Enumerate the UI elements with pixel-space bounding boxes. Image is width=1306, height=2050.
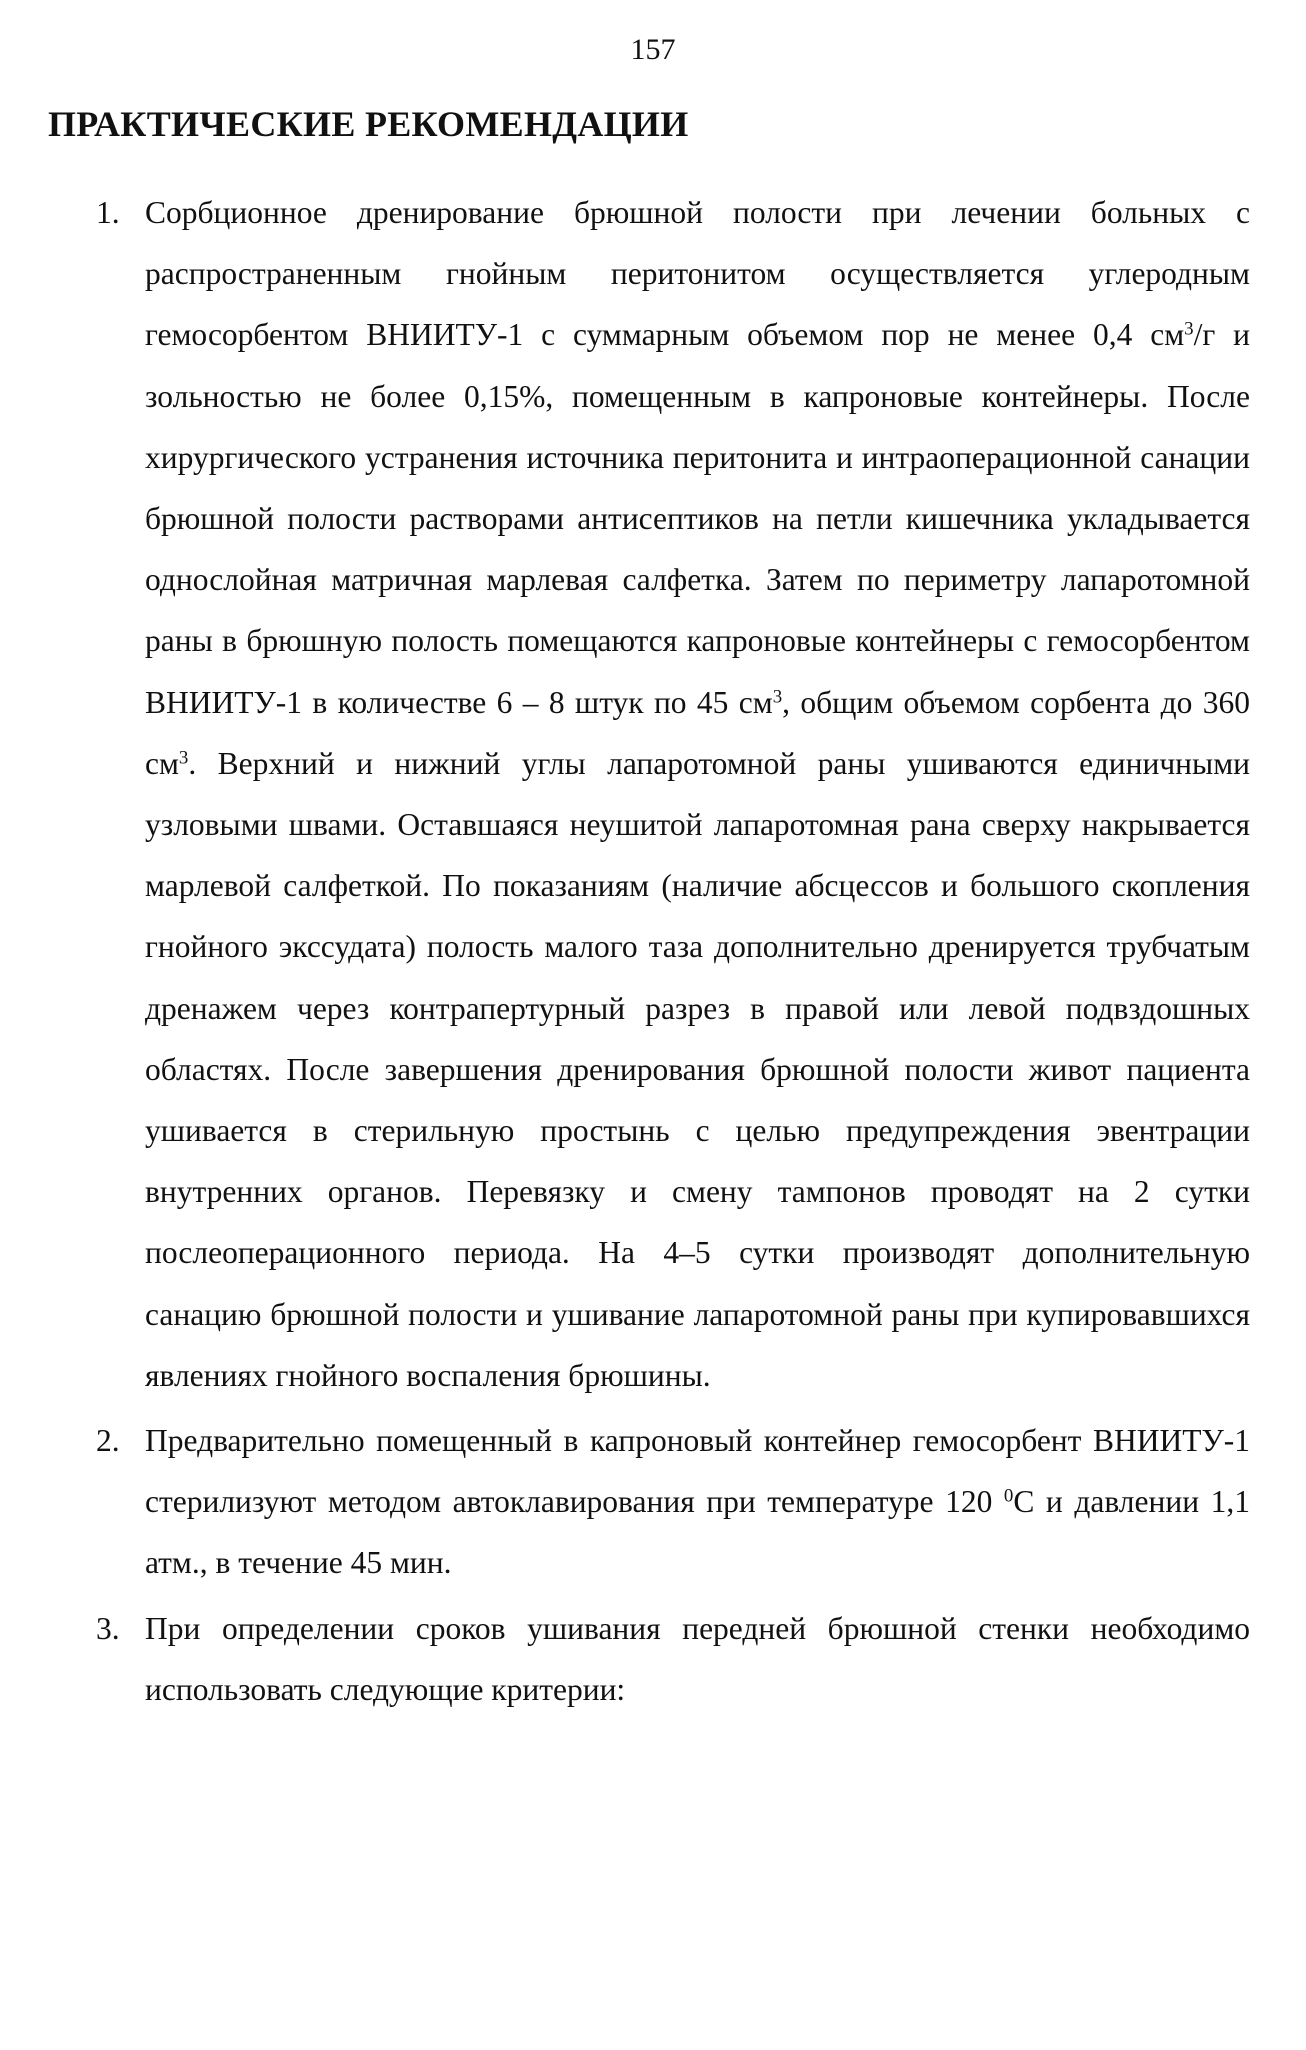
list-item-text: . Верхний и нижний углы лапаротомной раны ушиваются единичными узловыми швами. Оставшаяся неушитой лапаротомная рана сверху накрывается марлевой салфеткой. По показаниям (наличие абсцессов и большого скопления гнойного экссудата) полость малого таза дополнительно дренируется трубчатым дренажем через контрапертурный разрез в правой или левой подвздошных областях. После завершения дренирования брюшной полости живот пациента ушивается в стерильную простынь с целью предупреждения эвентрации внутренних органов. Перевязку и смену тампонов проводят на 2 сутки послеоперационного периода. На 4–5 сутки производят дополнительную санацию брюшной полости и ушивание лапаротомной раны при купировавшихся явлениях гнойного воспаления брюшины. (145, 745, 1250, 1393)
list-item (96, 1410, 1251, 1594)
list-item-text: При определении сроков ушивания передней брюшной стенки необходимо использовать следующие критерии: (145, 1610, 1250, 1707)
list-item (96, 182, 1251, 1406)
superscript: 0 (1003, 1485, 1014, 1507)
list-item-text: /г и зольностью не более 0,15%, помещенным в капроновые контейнеры. После хирургического устранения источника перитонита и интраоперационной санации брюшной полости растворами антисептиков на петли кишечника укладывается однослойная матричная марлевая салфетка. Затем по периметру лапаротомной раны в брюшную полость помещаются капроновые контейнеры с гемосорбентом ВНИИТУ-1 в количестве 6 – 8 штук по 45 см (145, 317, 1251, 720)
list-item-text: , общим объемом сорбента до 360 см (145, 684, 1250, 781)
page-number: 157 (630, 33, 676, 66)
page-heading: ПРАКТИЧЕСКИЕ РЕКОМЕНДАЦИИ (48, 104, 689, 144)
recommendations-list (0, 182, 1306, 1720)
list-item-number: 3. (96, 1610, 120, 1646)
list-item-text: Сорбционное дренирование брюшной полости при лечении больных с распространенным гнойным перитонитом осуществляется углеродным гемосорбентом ВНИИТУ-1 с суммарным объемом пор не менее 0,4 см (145, 195, 1250, 353)
list-item-number: 1. (96, 195, 120, 230)
superscript: 3 (1184, 319, 1194, 341)
list-item (96, 1598, 1250, 1720)
list-item-number: 2. (96, 1423, 120, 1459)
superscript: 3 (772, 686, 783, 708)
list-item-text: С и давлении 1,1 атм., в течение 45 мин. (145, 1484, 1251, 1581)
list-item-text: Предварительно помещенный в капроновый контейнер гемосорбент ВНИИТУ-1 стерилизуют методом автоклавирования при температуре 120 (145, 1423, 1250, 1520)
superscript: 3 (178, 747, 189, 769)
